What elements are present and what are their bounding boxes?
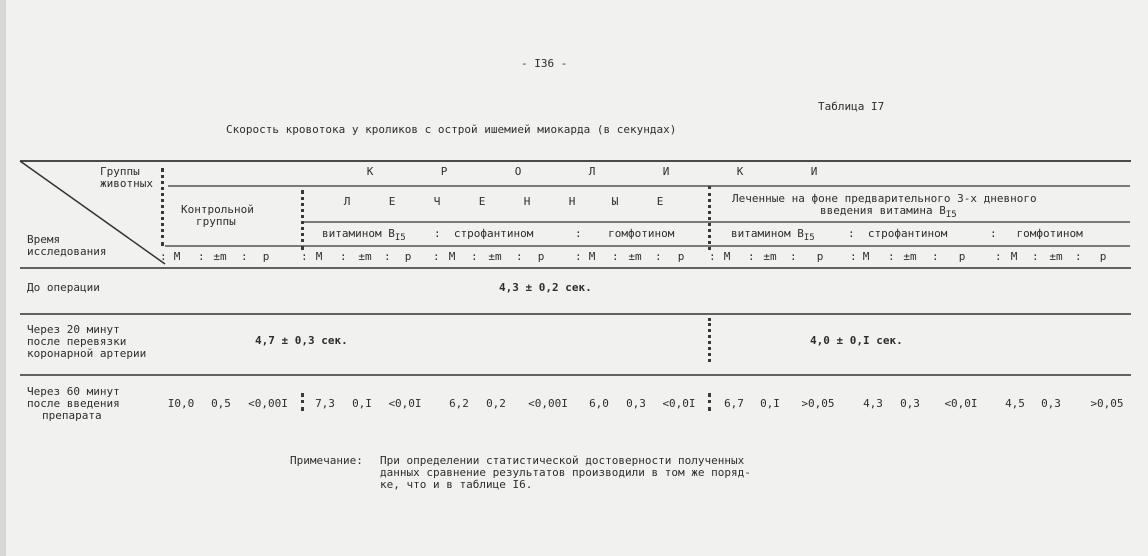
stat-header-p: р [677, 250, 685, 263]
value-60min: <0,0I [662, 397, 696, 410]
stat-separator: : [1032, 250, 1039, 263]
value-60min: 0,5 [211, 397, 231, 410]
stat-header-M: М [862, 250, 870, 263]
stat-separator: : [709, 250, 716, 263]
row-label-20min: Через 20 минут [27, 323, 120, 336]
rabbits-letter: И [810, 165, 818, 178]
page-number: - I36 - [521, 57, 568, 70]
time-label: исследования [27, 245, 107, 258]
stat-header-m: ±m [213, 250, 227, 263]
row-label-20min: после перевязки [27, 335, 127, 348]
stat-separator: : [301, 250, 308, 263]
groups-label: животных [100, 177, 153, 190]
note-text: ке, что и в таблице I6. [380, 478, 533, 491]
column-divider [708, 318, 711, 362]
stat-separator: : [655, 250, 662, 263]
stat-separator: : [340, 250, 347, 263]
column-divider [708, 393, 711, 411]
value-60min: <0,0I [944, 397, 978, 410]
treated-letter: Л [343, 195, 351, 208]
stat-separator: : [612, 250, 619, 263]
column-divider [301, 190, 304, 250]
stat-header-p: р [262, 250, 270, 263]
stat-separator: : [516, 250, 523, 263]
stat-separator: : [384, 250, 391, 263]
value-60min: 7,3 [315, 397, 335, 410]
rabbits-letter: И [662, 165, 670, 178]
drug-header-strophanthin: : строфантином [848, 227, 948, 240]
drug-header-gomfotin: : гомфотином [990, 227, 1083, 240]
treated-letter: Е [478, 195, 486, 208]
treated-letter: Ы [611, 195, 619, 208]
stat-separator: : [198, 250, 205, 263]
value-60min: <0,00I [528, 397, 568, 410]
stat-separator: : [888, 250, 895, 263]
drug-header-strophanthin: : строфантином [434, 227, 534, 240]
control-group-label: Контрольной [181, 203, 254, 216]
control-group-label: группы [196, 215, 236, 228]
rabbits-letter: К [366, 165, 374, 178]
stat-header-M: М [723, 250, 731, 263]
row-label-60min: после введения [27, 397, 120, 410]
rabbits-letter: Р [440, 165, 448, 178]
treated-letter: Н [523, 195, 531, 208]
table-title: Скорость кровотока у кроликов с острой ишемией миокарда (в секундах) [226, 123, 677, 136]
stat-header-p: р [958, 250, 966, 263]
stat-header-p: р [537, 250, 545, 263]
value-60min: 4,5 [1005, 397, 1025, 410]
row-label-60min: препарата [42, 409, 102, 422]
value-60min: 4,3 [863, 397, 883, 410]
drug-header-gomfotin: : гомфотином [575, 227, 675, 240]
stat-separator: : [471, 250, 478, 263]
value-20min-right: 4,0 ± 0,I сек. [810, 334, 903, 347]
value-60min: 0,3 [1041, 397, 1061, 410]
value-before-op: 4,3 ± 0,2 сек. [499, 281, 592, 294]
rabbits-letter: Л [588, 165, 596, 178]
table-label: Таблица I7 [818, 100, 885, 113]
stat-header-m: ±m [903, 250, 917, 263]
stat-separator: : [748, 250, 755, 263]
value-60min: <0,00I [248, 397, 288, 410]
value-60min: 0,I [760, 397, 780, 410]
stat-separator: : [850, 250, 857, 263]
value-60min: I0,0 [167, 397, 195, 410]
stat-header-m: ±m [488, 250, 502, 263]
stat-separator: : [160, 250, 167, 263]
stat-separator: : [790, 250, 797, 263]
stat-header-M: М [315, 250, 323, 263]
column-divider [708, 186, 711, 250]
pretreated-group-label: Леченные на фоне предварительного 3-х дневного [732, 192, 1037, 205]
rabbits-letter: К [736, 165, 744, 178]
value-60min: 6,2 [449, 397, 469, 410]
treated-letter: Е [388, 195, 396, 208]
column-divider [301, 393, 304, 411]
value-20min-left: 4,7 ± 0,3 сек. [255, 334, 348, 347]
stat-header-m: ±m [358, 250, 372, 263]
value-60min: 0,3 [900, 397, 920, 410]
value-60min: 6,7 [724, 397, 744, 410]
value-60min: >0,05 [801, 397, 835, 410]
stat-header-p: р [1099, 250, 1107, 263]
stat-header-p: р [816, 250, 824, 263]
stat-header-M: М [173, 250, 181, 263]
stat-header-m: ±m [1049, 250, 1063, 263]
stat-header-M: М [448, 250, 456, 263]
stat-separator: : [433, 250, 440, 263]
value-60min: 0,I [352, 397, 372, 410]
stat-separator: : [1075, 250, 1082, 263]
treated-letter: Н [568, 195, 576, 208]
treated-letter: Ч [433, 195, 441, 208]
row-label-20min: коронарной артерии [27, 347, 147, 360]
groups-label: Группы [100, 165, 140, 178]
stat-separator: : [575, 250, 582, 263]
stat-separator: : [995, 250, 1002, 263]
stat-header-p: р [404, 250, 412, 263]
time-label: Время [27, 233, 61, 246]
value-60min: 0,3 [626, 397, 646, 410]
column-divider [161, 168, 164, 246]
stat-header-M: М [588, 250, 596, 263]
stat-header-m: ±m [628, 250, 642, 263]
drug-header-vitamin: витамином $В_{I5}$ [731, 227, 815, 243]
row-label-60min: Через 60 минут [27, 385, 120, 398]
note-label: Примечание: [290, 454, 363, 467]
note-text: При определении статистической достоверности полученных [380, 454, 745, 467]
note-text: данных сравнение результатов производили в том же поряд- [380, 466, 751, 479]
pretreated-group-label: введения витамина $В_{I5}$ [820, 204, 957, 220]
value-60min: 6,0 [589, 397, 609, 410]
treated-letter: Е [656, 195, 664, 208]
drug-header-vitamin: витамином $В_{I5}$ [322, 227, 406, 243]
row-label-before-op: До операции [27, 281, 100, 294]
value-60min: <0,0I [388, 397, 422, 410]
value-60min: 0,2 [486, 397, 506, 410]
value-60min: >0,05 [1090, 397, 1124, 410]
stat-separator: : [932, 250, 939, 263]
rabbits-letter: О [514, 165, 522, 178]
stat-header-m: ±m [763, 250, 777, 263]
stat-header-M: М [1010, 250, 1018, 263]
stat-separator: : [241, 250, 248, 263]
